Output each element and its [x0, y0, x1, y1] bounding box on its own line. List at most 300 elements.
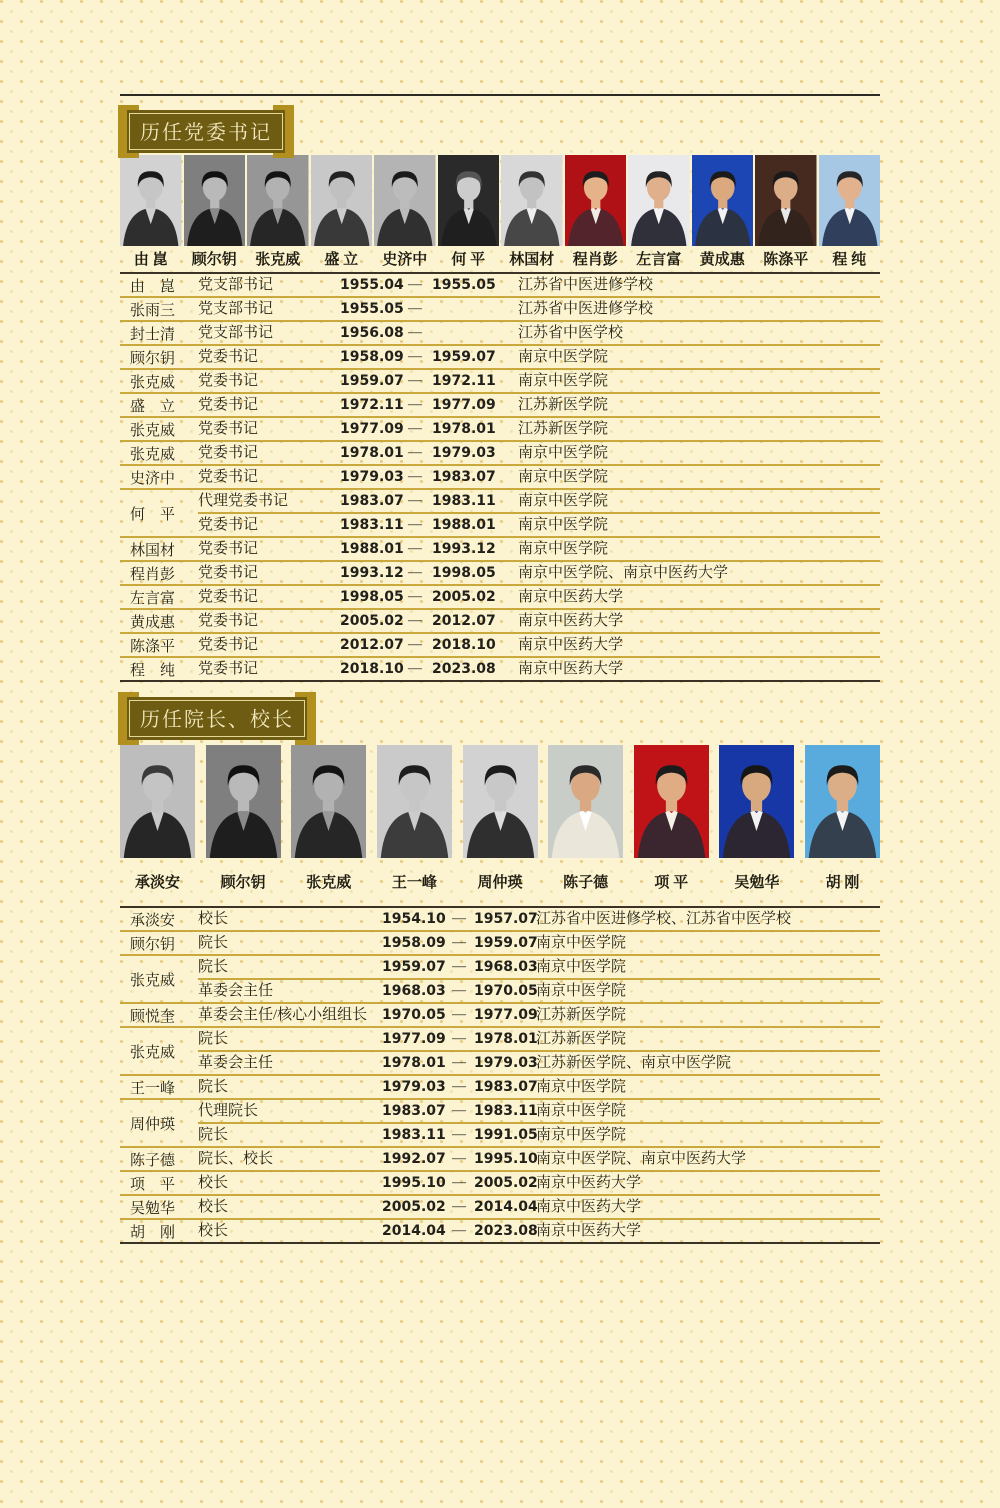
name-cell: 张雨三 — [130, 302, 176, 319]
name-cell: 陈涤平 — [130, 638, 176, 655]
portrait-cell — [120, 745, 195, 893]
entries — [198, 932, 880, 954]
position-title-cell: 党委书记 — [198, 661, 259, 677]
entries — [198, 394, 880, 416]
table-row-group — [120, 608, 880, 632]
date-start-cell: 2014.04 — [382, 1223, 446, 1239]
date-dash: — — [452, 1103, 466, 1118]
portrait-photo — [548, 745, 623, 858]
date-start-cell: 1977.09 — [382, 1031, 446, 1047]
entries — [198, 1220, 880, 1242]
table-row-group — [120, 1194, 880, 1218]
entries — [198, 346, 880, 368]
portrait-silhouette — [719, 745, 794, 858]
entries — [198, 298, 880, 320]
portrait-caption: 陈涤平 — [763, 252, 809, 268]
name-cell: 周仲瑛 — [130, 1116, 176, 1133]
institution-cell: 江苏省中医进修学校 — [518, 277, 654, 293]
institution-cell: 南京中医学院 — [518, 373, 609, 389]
table-row — [198, 1028, 880, 1050]
table-row-group — [120, 1074, 880, 1098]
table-row-group — [120, 1002, 880, 1026]
portrait-silhouette — [247, 155, 309, 246]
position-title-cell: 党委书记 — [198, 397, 259, 413]
date-start-cell: 1979.03 — [382, 1079, 446, 1095]
date-end-cell: 1988.01 — [432, 517, 496, 533]
name-cell: 项 平 — [130, 1176, 176, 1193]
table-row — [198, 1220, 880, 1242]
position-title-cell: 院长 — [198, 1031, 229, 1047]
date-dash: — — [452, 983, 466, 998]
date-dash: — — [452, 1031, 466, 1046]
institution-cell: 南京中医学院 — [536, 1127, 627, 1143]
date-end-cell: 2012.07 — [432, 613, 496, 629]
date-dash: — — [408, 349, 422, 364]
portrait-silhouette — [819, 155, 881, 246]
date-end-cell: 1983.11 — [432, 493, 496, 509]
table-row-group — [120, 464, 880, 488]
name-cell: 黄成惠 — [130, 614, 176, 631]
date-end-cell: 1998.05 — [432, 565, 496, 581]
presidents-photo-strip — [120, 745, 880, 893]
name-cell: 林国材 — [130, 542, 176, 559]
institution-cell: 江苏新医学院、南京中医学院 — [536, 1055, 732, 1071]
position-title-cell: 党委书记 — [198, 613, 259, 629]
table-row — [198, 956, 880, 978]
date-end-cell: 1977.09 — [474, 1007, 538, 1023]
entries — [198, 586, 880, 608]
date-dash: — — [408, 325, 422, 340]
table-row — [198, 322, 880, 344]
name-cell: 顾悦奎 — [130, 1008, 176, 1025]
date-start-cell: 1983.11 — [382, 1127, 446, 1143]
table-row — [198, 908, 880, 930]
institution-cell: 南京中医学院 — [518, 445, 609, 461]
entries — [198, 634, 880, 656]
institution-cell: 江苏新医学院 — [518, 421, 609, 437]
date-dash: — — [408, 421, 422, 436]
table-row — [198, 1004, 880, 1026]
portrait-silhouette — [184, 155, 246, 246]
institution-cell: 南京中医药大学 — [518, 637, 624, 653]
portrait-caption: 何 平 — [451, 252, 486, 268]
entries — [198, 322, 880, 344]
entries — [198, 1076, 880, 1098]
table-row — [198, 978, 880, 1002]
name-cell: 张克威 — [130, 446, 176, 463]
portrait-caption: 吴勉华 — [734, 875, 780, 891]
name-cell: 程 纯 — [130, 662, 176, 679]
date-end-cell: 2005.02 — [474, 1175, 538, 1191]
institution-cell: 南京中医药大学 — [536, 1175, 642, 1191]
date-end-cell: 1995.10 — [474, 1151, 538, 1167]
institution-cell: 南京中医学院 — [536, 935, 627, 951]
portrait-caption: 盛 立 — [324, 252, 359, 268]
institution-cell: 南京中医学院 — [518, 493, 609, 509]
name-cell: 史济中 — [130, 470, 176, 487]
table-row — [198, 586, 880, 608]
date-dash: — — [452, 1055, 466, 1070]
date-end-cell: 1979.03 — [432, 445, 496, 461]
institution-cell: 南京中医药大学 — [536, 1223, 642, 1239]
date-end-cell: 2005.02 — [432, 589, 496, 605]
position-title-cell: 党委书记 — [198, 445, 259, 461]
portrait-silhouette — [501, 155, 563, 246]
date-dash: — — [452, 1007, 466, 1022]
institution-cell: 江苏省中医进修学校 — [518, 301, 654, 317]
portrait-photo — [755, 155, 817, 246]
date-start-cell: 1978.01 — [340, 445, 404, 461]
section-presidents-header — [120, 697, 880, 735]
portrait-caption: 项 平 — [654, 875, 689, 891]
name-cell: 陈子德 — [130, 1152, 176, 1169]
portrait-caption: 张克威 — [306, 875, 352, 891]
table-row — [198, 512, 880, 536]
position-title-cell: 党委书记 — [198, 637, 259, 653]
date-dash: — — [408, 637, 422, 652]
table-row — [198, 610, 880, 632]
table-row-group — [120, 536, 880, 560]
portrait-caption: 王一峰 — [391, 875, 437, 891]
institution-cell: 江苏省中医学校 — [518, 325, 624, 341]
table-row-group — [120, 560, 880, 584]
date-start-cell: 1968.03 — [382, 983, 446, 999]
entries — [198, 490, 880, 536]
presidents-table — [120, 906, 880, 1244]
name-cell: 由 崑 — [130, 278, 176, 295]
position-title-cell: 革委会主任 — [198, 983, 274, 999]
table-row-group — [120, 1146, 880, 1170]
portrait-cell — [755, 155, 817, 270]
institution-cell: 南京中医学院 — [518, 541, 609, 557]
portrait-photo — [311, 155, 373, 246]
date-dash: — — [408, 445, 422, 460]
position-title-cell: 代理党委书记 — [198, 493, 289, 509]
institution-cell: 南京中医学院 — [536, 983, 627, 999]
portrait-cell — [184, 155, 246, 270]
portrait-photo — [184, 155, 246, 246]
date-end-cell: 1955.05 — [432, 277, 496, 293]
portrait-silhouette — [548, 745, 623, 858]
date-end-cell: 2023.08 — [474, 1223, 538, 1239]
table-row-group — [120, 344, 880, 368]
portrait-caption: 顾尔钥 — [191, 252, 237, 268]
portrait-cell — [565, 155, 627, 270]
date-start-cell: 2005.02 — [340, 613, 404, 629]
institution-cell: 南京中医药大学 — [518, 589, 624, 605]
date-end-cell: 1978.01 — [432, 421, 496, 437]
table-row — [198, 370, 880, 392]
table-row — [198, 346, 880, 368]
date-start-cell: 1955.05 — [340, 301, 404, 317]
entries — [198, 1148, 880, 1170]
portrait-photo — [463, 745, 538, 858]
entries — [198, 1172, 880, 1194]
badge-frame — [126, 110, 286, 153]
portrait-caption: 陈子德 — [563, 875, 609, 891]
name-cell: 张克威 — [130, 422, 176, 439]
name-cell: 程肖彭 — [130, 566, 176, 583]
position-title-cell: 院长 — [198, 1079, 229, 1095]
position-title-cell: 党支部书记 — [198, 301, 274, 317]
position-title-cell: 党支部书记 — [198, 277, 274, 293]
portrait-cell — [463, 745, 538, 893]
institution-cell: 南京中医学院、南京中医药大学 — [536, 1151, 747, 1167]
table-row — [198, 562, 880, 584]
portrait-photo — [501, 155, 563, 246]
date-start-cell: 1998.05 — [340, 589, 404, 605]
portrait-cell — [719, 745, 794, 893]
portrait-caption: 程 纯 — [832, 252, 867, 268]
portrait-cell — [291, 745, 366, 893]
date-start-cell: 1958.09 — [340, 349, 404, 365]
portrait-cell — [438, 155, 500, 270]
position-title-cell: 党委书记 — [198, 421, 259, 437]
portrait-photo — [374, 155, 436, 246]
portrait-photo — [291, 745, 366, 858]
portrait-photo — [247, 155, 309, 246]
table-row — [198, 1196, 880, 1218]
table-row-group — [120, 274, 880, 296]
portrait-caption: 史济中 — [382, 252, 428, 268]
portrait-caption: 黄成惠 — [699, 252, 745, 268]
table-row — [198, 538, 880, 560]
table-row-group — [120, 1026, 880, 1074]
position-title-cell: 院长 — [198, 1127, 229, 1143]
portrait-cell — [206, 745, 281, 893]
date-end-cell: 1983.07 — [432, 469, 496, 485]
date-start-cell: 2012.07 — [340, 637, 404, 653]
portrait-caption: 左言富 — [636, 252, 682, 268]
portrait-cell — [311, 155, 373, 270]
date-dash: — — [408, 373, 422, 388]
date-end-cell: 1959.07 — [432, 349, 496, 365]
date-end-cell: 1957.07 — [474, 911, 538, 927]
position-title-cell: 党委书记 — [198, 517, 259, 533]
table-row — [198, 1050, 880, 1074]
date-start-cell: 1977.09 — [340, 421, 404, 437]
portrait-photo — [628, 155, 690, 246]
date-dash: — — [408, 517, 422, 532]
position-title-cell: 党委书记 — [198, 541, 259, 557]
institution-cell: 南京中医学院 — [536, 1103, 627, 1119]
portrait-caption: 胡 刚 — [825, 875, 860, 891]
name-cell: 张克威 — [130, 972, 176, 989]
date-start-cell: 1972.11 — [340, 397, 404, 413]
table-row-group — [120, 320, 880, 344]
portrait-cell — [805, 745, 880, 893]
table-row-group — [120, 584, 880, 608]
date-dash: — — [408, 397, 422, 412]
date-end-cell: 1972.11 — [432, 373, 496, 389]
entries — [198, 610, 880, 632]
portrait-photo — [819, 155, 881, 246]
name-cell: 左言富 — [130, 590, 176, 607]
institution-cell: 南京中医学院 — [536, 959, 627, 975]
entries — [198, 1028, 880, 1074]
date-end-cell: 1959.07 — [474, 935, 538, 951]
date-end-cell: 1968.03 — [474, 959, 538, 975]
portrait-silhouette — [311, 155, 373, 246]
position-title-cell: 院长 — [198, 959, 229, 975]
position-title-cell: 党委书记 — [198, 373, 259, 389]
date-dash: — — [408, 301, 422, 316]
portrait-caption: 由 崑 — [133, 252, 168, 268]
institution-cell: 南京中医药大学 — [518, 661, 624, 677]
table-row — [198, 634, 880, 656]
secretaries-photo-strip — [120, 155, 880, 270]
name-cell: 顾尔钥 — [130, 936, 176, 953]
position-title-cell: 校长 — [198, 1175, 229, 1191]
date-dash: — — [452, 1223, 466, 1238]
portrait-cell — [247, 155, 309, 270]
section-title-badge — [126, 110, 286, 153]
date-start-cell: 1959.07 — [340, 373, 404, 389]
name-cell: 顾尔钥 — [130, 350, 176, 367]
position-title-cell: 院长、校长 — [198, 1151, 274, 1167]
date-start-cell: 1959.07 — [382, 959, 446, 975]
table-row — [198, 394, 880, 416]
table-row — [198, 418, 880, 440]
table-row-group — [120, 488, 880, 536]
portrait-silhouette — [120, 745, 195, 858]
table-row-group — [120, 656, 880, 680]
table-row-group — [120, 392, 880, 416]
section-title: 历任党委书记 — [129, 113, 283, 150]
table-row — [198, 1148, 880, 1170]
table-row — [198, 1076, 880, 1098]
table-row — [198, 274, 880, 296]
date-end-cell: 1991.05 — [474, 1127, 538, 1143]
portrait-caption: 承淡安 — [134, 875, 180, 891]
table-row — [198, 298, 880, 320]
date-end-cell: 2018.10 — [432, 637, 496, 653]
secretaries-table — [120, 272, 880, 682]
portrait-caption: 周仲瑛 — [477, 875, 523, 891]
table-row-group — [120, 1098, 880, 1146]
date-start-cell: 1955.04 — [340, 277, 404, 293]
entries — [198, 370, 880, 392]
table-row-group — [120, 368, 880, 392]
entries — [198, 442, 880, 464]
name-cell: 张克威 — [130, 1044, 176, 1061]
portrait-photo — [805, 745, 880, 858]
date-dash: — — [452, 1199, 466, 1214]
portrait-silhouette — [634, 745, 709, 858]
page-content — [120, 94, 880, 1244]
position-title-cell: 校长 — [198, 1223, 229, 1239]
position-title-cell: 党委书记 — [198, 349, 259, 365]
institution-cell: 南京中医学院 — [518, 349, 609, 365]
entries — [198, 274, 880, 296]
table-row — [198, 466, 880, 488]
entries — [198, 538, 880, 560]
portrait-silhouette — [755, 155, 817, 246]
date-dash: — — [408, 493, 422, 508]
entries — [198, 956, 880, 1002]
portrait-silhouette — [377, 745, 452, 858]
portrait-silhouette — [692, 155, 754, 246]
section-secretaries-header — [120, 110, 880, 148]
portrait-silhouette — [628, 155, 690, 246]
portrait-photo — [634, 745, 709, 858]
top-rule — [120, 94, 880, 96]
date-end-cell: 2014.04 — [474, 1199, 538, 1215]
name-cell: 承淡安 — [130, 912, 176, 929]
name-cell: 吴勉华 — [130, 1200, 176, 1217]
portrait-photo — [565, 155, 627, 246]
portrait-silhouette — [120, 155, 182, 246]
date-start-cell: 1983.07 — [340, 493, 404, 509]
name-cell: 盛 立 — [130, 398, 176, 415]
institution-cell: 江苏新医学院 — [536, 1031, 627, 1047]
date-start-cell: 1956.08 — [340, 325, 404, 341]
portrait-cell — [120, 155, 182, 270]
table-row — [198, 490, 880, 512]
portrait-cell — [374, 155, 436, 270]
institution-cell: 江苏新医学院 — [518, 397, 609, 413]
table-row-group — [120, 416, 880, 440]
table-row-group — [120, 954, 880, 1002]
date-start-cell: 1993.12 — [340, 565, 404, 581]
date-start-cell: 1988.01 — [340, 541, 404, 557]
date-end-cell: 1983.11 — [474, 1103, 538, 1119]
entries — [198, 418, 880, 440]
date-end-cell: 1993.12 — [432, 541, 496, 557]
section-title-badge — [126, 697, 308, 740]
portrait-silhouette — [291, 745, 366, 858]
portrait-cell — [628, 155, 690, 270]
date-dash: — — [452, 1127, 466, 1142]
date-dash: — — [408, 469, 422, 484]
entries — [198, 562, 880, 584]
portrait-silhouette — [805, 745, 880, 858]
date-start-cell: 1983.11 — [340, 517, 404, 533]
badge-frame — [126, 697, 308, 740]
date-start-cell: 1983.07 — [382, 1103, 446, 1119]
portrait-cell — [501, 155, 563, 270]
date-start-cell: 1979.03 — [340, 469, 404, 485]
entries — [198, 466, 880, 488]
position-title-cell: 院长 — [198, 935, 229, 951]
date-start-cell: 2005.02 — [382, 1199, 446, 1215]
date-start-cell: 1954.10 — [382, 911, 446, 927]
date-dash: — — [452, 1079, 466, 1094]
date-end-cell: 1970.05 — [474, 983, 538, 999]
portrait-cell — [548, 745, 623, 893]
date-dash: — — [452, 935, 466, 950]
entries — [198, 1100, 880, 1146]
table-row — [198, 442, 880, 464]
date-end-cell: 1977.09 — [432, 397, 496, 413]
date-dash: — — [408, 541, 422, 556]
portrait-cell — [634, 745, 709, 893]
institution-cell: 江苏新医学院 — [536, 1007, 627, 1023]
date-end-cell: 2023.08 — [432, 661, 496, 677]
name-cell: 胡 刚 — [130, 1224, 176, 1241]
portrait-cell — [819, 155, 881, 270]
portrait-photo — [206, 745, 281, 858]
position-title-cell: 党支部书记 — [198, 325, 274, 341]
position-title-cell: 革委会主任 — [198, 1055, 274, 1071]
date-start-cell: 1992.07 — [382, 1151, 446, 1167]
table-row-group — [120, 908, 880, 930]
institution-cell: 南京中医药大学 — [518, 613, 624, 629]
position-title-cell: 校长 — [198, 1199, 229, 1215]
portrait-photo — [692, 155, 754, 246]
portrait-caption: 张克威 — [255, 252, 301, 268]
table-row-group — [120, 296, 880, 320]
